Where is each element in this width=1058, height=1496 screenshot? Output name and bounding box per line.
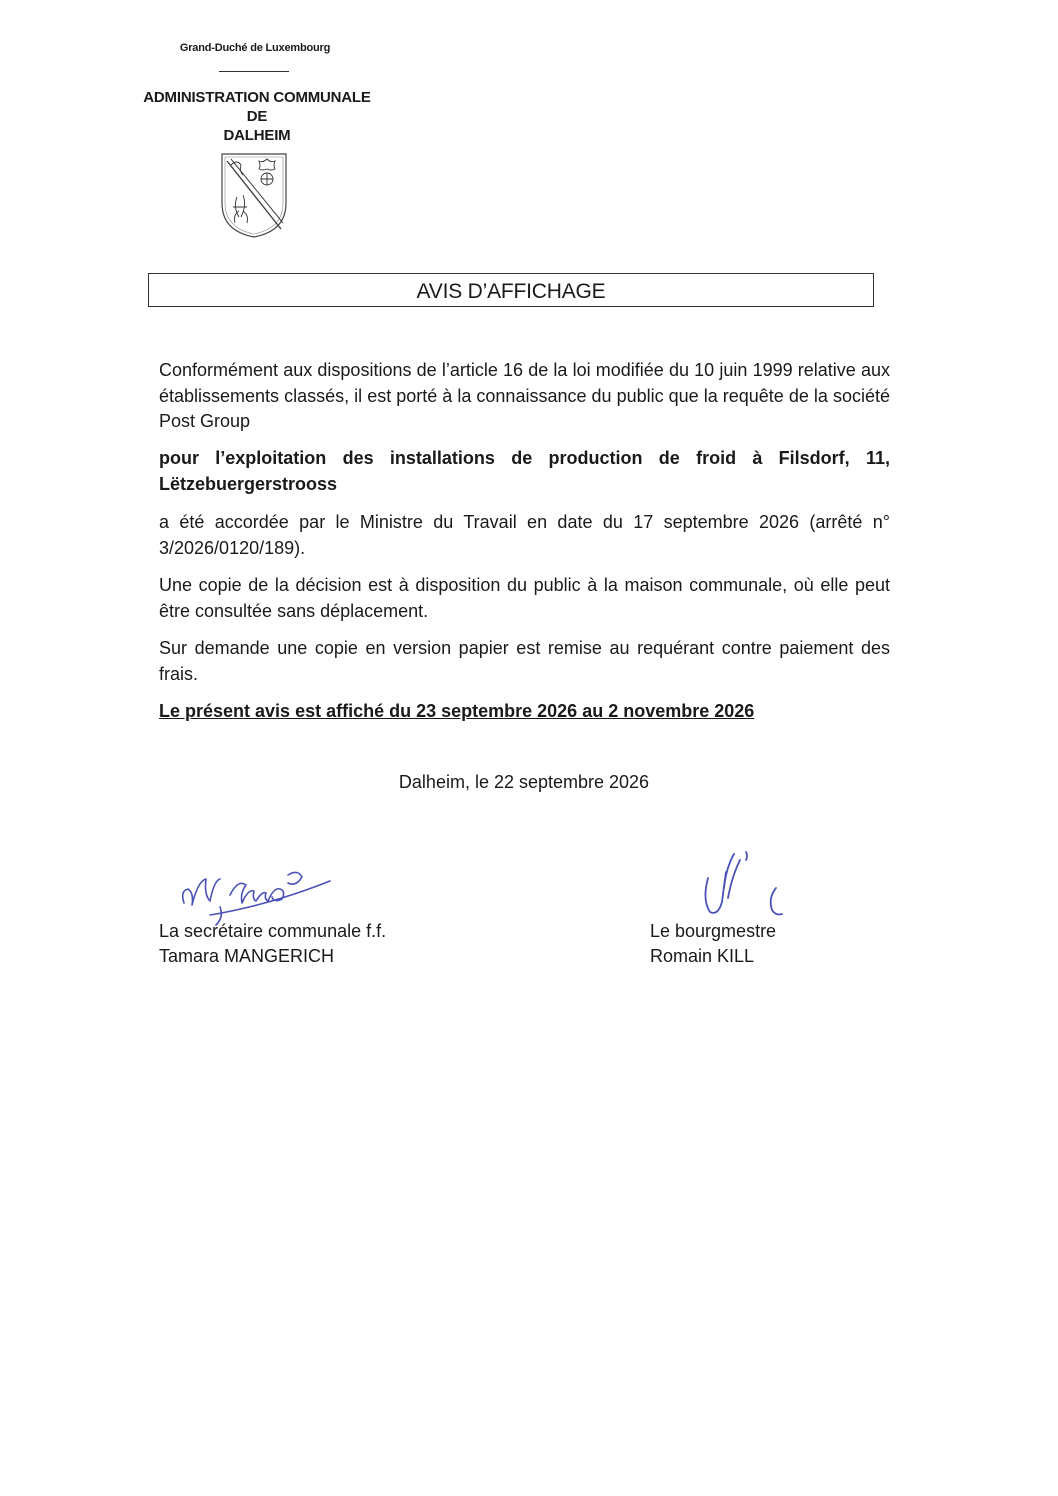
admin-line-3: DALHEIM <box>223 127 291 144</box>
mayor-role: Le bourgmestre <box>650 921 777 941</box>
country-header: Grand-Duché de Luxembourg <box>179 42 331 54</box>
mayor-signature-block <box>650 919 776 969</box>
secretary-signature-block <box>159 919 386 969</box>
administration-header <box>140 88 374 145</box>
place-and-date: Dalheim, le 22 septembre 2026 <box>398 772 650 792</box>
coat-of-arms-icon <box>219 151 289 239</box>
secretary-name: Tamara MANGERICH <box>159 946 335 966</box>
paragraph-display-period: Le présent avis est affiché du 23 septembre 2026 au 2 novembre 2026 <box>159 701 755 721</box>
secretary-role: La secrétaire communale f.f. <box>159 921 387 941</box>
document-title: AVIS D’AFFICHAGE <box>416 280 606 303</box>
title-box <box>148 273 874 307</box>
paragraph-legal-basis: Conformément aux dispositions de l’article 16 de la loi modifiée du 10 juin 1999 relative aux établissements classés, il est porté à la connaissance du public que la requête de la société Post Group <box>159 360 890 431</box>
mayor-name: Romain KILL <box>650 946 755 966</box>
admin-line-2: DE <box>246 108 268 125</box>
paragraph-consultation: Une copie de la décision est à disposition du public à la maison communale, où elle peut être consultée sans déplacement. <box>159 575 890 621</box>
paragraph-paper-copy: Sur demande une copie en version papier est remise au requérant contre paiement des frais. <box>159 638 890 684</box>
admin-line-1: ADMINISTRATION COMMUNALE <box>143 89 371 106</box>
paragraph-subject: pour l’exploitation des installations de production de froid à Filsdorf, 11, Lëtzebuergerstrooss <box>159 448 890 494</box>
header-divider <box>219 71 289 72</box>
paragraph-decision: a été accordée par le Ministre du Travail en date du 17 septembre 2026 (arrêté n° 3/2026/0120/189). <box>159 512 890 558</box>
mayor-signature-icon <box>694 848 794 923</box>
